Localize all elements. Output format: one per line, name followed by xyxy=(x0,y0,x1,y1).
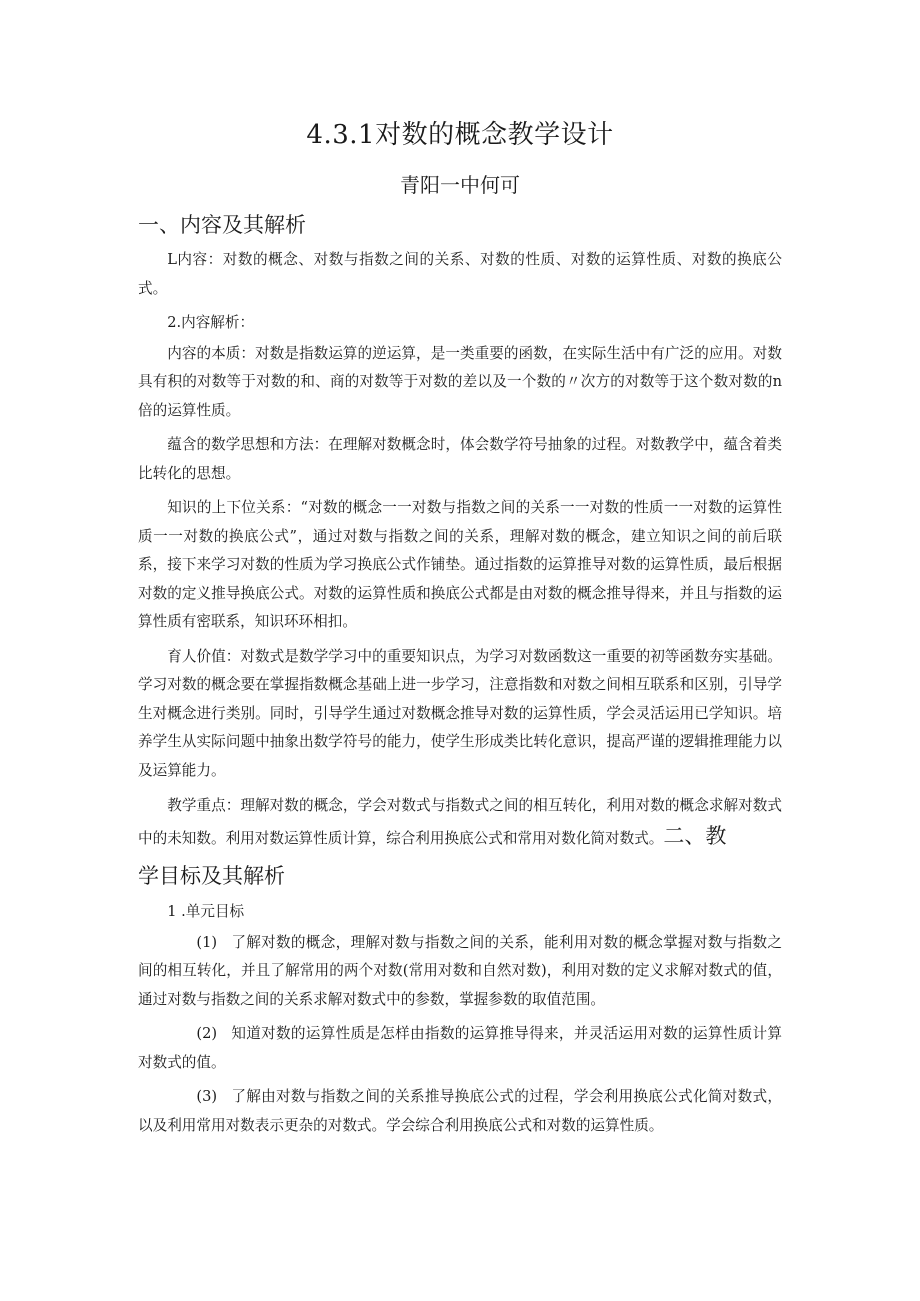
paragraph-knowledge-relations: 知识的上下位关系：“对数的概念一一对数与指数之间的关系一一对数的性质一一对数的运算性质一一对数的换底公式”，通过对数与指数之间的关系，理解对数的概念，建立知识之间的前后联系，接下来学习对数的性质为学习换底公式作铺垫。通过指数的运算推导对数的运算性质，最后根据对数的定义推导换底公式。对数的运算性质和换底公式都是由对数的概念推导得来，并且与指数的运算性质有密联系，知识环环相扣。 xyxy=(138,499,782,630)
section2-heading-start: 二、教 xyxy=(663,824,727,848)
subheading-unit-goals: 1 .单元目标 xyxy=(167,903,245,920)
goal-item-2 xyxy=(138,1020,782,1077)
document-title: 4.3.1对数的概念教学设计 xyxy=(306,120,614,150)
section2-heading-end: 学目标及其解析 xyxy=(138,864,285,888)
section1-heading: 一、内容及其解析 xyxy=(138,213,306,237)
goal-item-text: 知道对数的运算性质是怎样由指数的运算推导得来，并灵活运用对数的运算性质计算对数式的值。 xyxy=(138,1025,782,1071)
paragraph-educational-value: 育人价值：对数式是数学学习中的重要知识点，为学习对数函数这一重要的初等函数夯实基础。学习对数的概念要在掌握指数概念基础上进一步学习，注意指数和对数之间相互联系和区别，引导学生对概念进行类别。同时，引导学生通过对数概念推导对数的运算性质，学会灵活运用已学知识。培养学生从实际问题中抽象出数学符号的能力，使学生形成类比转化意识，提高严谨的逻辑推理能力以及运算能力。 xyxy=(138,647,782,779)
goal-item-number: (2) xyxy=(196,1025,218,1042)
goal-item-1 xyxy=(138,929,782,1015)
goal-item-number: (3) xyxy=(196,1088,218,1105)
paragraph-teaching-focus xyxy=(138,791,782,854)
paragraph-content-analysis-label: 2.内容解析： xyxy=(167,314,255,331)
paragraph-thinking-methods: 蕴含的数学思想和方法：在理解对数概念时，体会数学符号抽象的过程。对数教学中，蕴含着类比转化的思想。 xyxy=(138,436,782,482)
teaching-focus-text: 教学重点：理解对数的概念，学会对数式与指数式之间的相互转化，利用对数的概念求解对数式中的未知数。利用对数运算性质计算，综合利用换底公式和常用对数化简对数式。 xyxy=(138,797,782,847)
document-author: 青阳一中何可 xyxy=(400,173,520,197)
goal-item-3 xyxy=(138,1083,782,1140)
goal-item-text: 了解由对数与指数之间的关系推导换底公式的过程，学会利用换底公式化简对数式，以及利用常用对数表示更杂的对数式。学会综合利用换底公式和对数的运算性质。 xyxy=(138,1088,782,1134)
paragraph-essence: 内容的本质：对数是指数运算的逆运算，是一类重要的函数，在实际生活中有广泛的应用。对数具有积的对数等于对数的和、商的对数等于对数的差以及一个数的〃次方的对数等于这个数对数的n倍的运算性质。 xyxy=(138,344,782,419)
goal-item-text: 了解对数的概念，理解对数与指数之间的关系，能利用对数的概念掌握对数与指数之间的相互转化，并且了解常用的两个对数(常用对数和自然对数)，利用对数的定义求解对数式的值，通过对数与指数之间的关系求解对数式中的参数，掌握参数的取值范围。 xyxy=(138,933,782,1008)
goal-item-number: (1) xyxy=(196,933,218,951)
paragraph-content: L内容：对数的概念、对数与指数之间的关系、对数的性质、对数的运算性质、对数的换底公式。 xyxy=(138,251,782,297)
